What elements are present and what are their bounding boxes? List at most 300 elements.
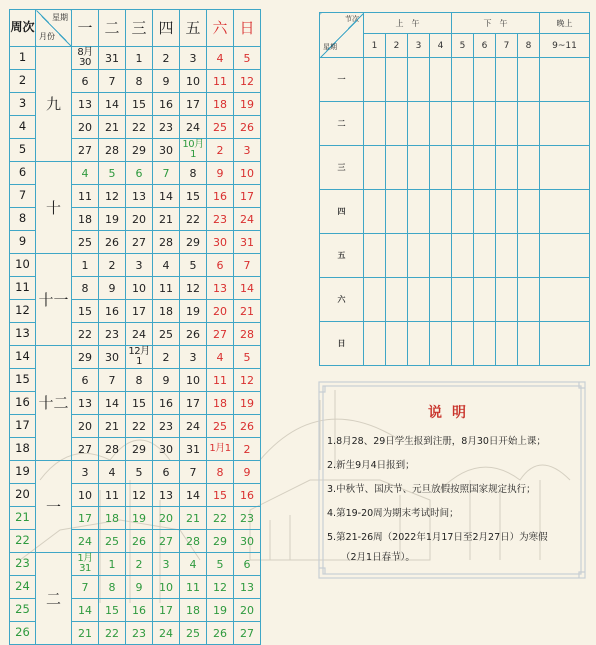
timetable-day-row [320, 58, 590, 102]
timetable-slot[interactable] [496, 58, 518, 102]
calendar-day-cell: 26 [126, 530, 153, 553]
timetable-slot[interactable] [474, 322, 496, 366]
calendar-day-cell: 27 [126, 231, 153, 254]
weekday-header-6: 六 [207, 10, 234, 47]
week-number-header: 周次 [10, 10, 36, 47]
timetable-slot[interactable] [518, 234, 540, 278]
timetable-slot[interactable] [518, 278, 540, 322]
timetable-slot[interactable] [364, 58, 386, 102]
timetable-slot[interactable] [518, 190, 540, 234]
calendar-day-cell: 25 [207, 415, 234, 438]
timetable-slot[interactable] [496, 322, 518, 366]
calendar-day-cell: 24 [180, 415, 207, 438]
calendar-day-cell: 15 [126, 93, 153, 116]
calendar-day-cell: 2 [126, 553, 153, 576]
calendar-day-cell: 12 [126, 484, 153, 507]
calendar-day-cell: 10 [72, 484, 99, 507]
timetable-slot[interactable] [430, 190, 452, 234]
timetable-slot[interactable] [430, 58, 452, 102]
calendar-day-cell: 3 [180, 47, 207, 70]
timetable-slot[interactable] [474, 234, 496, 278]
timetable-slot[interactable] [496, 190, 518, 234]
calendar-day-cell: 23 [153, 116, 180, 139]
period-number: 4 [430, 34, 452, 58]
timetable-slot[interactable] [364, 322, 386, 366]
calendar-day-cell: 23 [234, 507, 261, 530]
calendar-day-cell: 14 [153, 185, 180, 208]
calendar-day-cell: 22 [72, 323, 99, 346]
calendar-day-cell: 11 [153, 277, 180, 300]
timetable-slot[interactable] [474, 190, 496, 234]
week-number: 17 [10, 415, 36, 438]
calendar-day-cell: 12月1 [126, 346, 153, 369]
timetable-slot[interactable] [364, 190, 386, 234]
calendar-day-cell: 9 [99, 277, 126, 300]
calendar-day-cell: 13 [153, 484, 180, 507]
timetable-slot[interactable] [452, 58, 474, 102]
calendar-day-cell: 2 [153, 346, 180, 369]
note-text-continued: （2月1日春节）。 [341, 552, 415, 563]
week-number: 20 [10, 484, 36, 507]
calendar-day-cell: 10 [234, 162, 261, 185]
calendar-day-cell: 26 [234, 415, 261, 438]
calendar-day-cell: 15 [126, 392, 153, 415]
timetable-slot[interactable] [408, 278, 430, 322]
week-number: 22 [10, 530, 36, 553]
calendar-day-cell: 9 [126, 576, 153, 599]
timetable-slot[interactable] [540, 102, 590, 146]
note-item [327, 531, 583, 565]
calendar-day-cell: 13 [72, 93, 99, 116]
note-item [327, 507, 583, 521]
week-number: 16 [10, 392, 36, 415]
week-number: 12 [10, 300, 36, 323]
calendar-day-cell: 28 [99, 438, 126, 461]
calendar-day-cell: 3 [126, 254, 153, 277]
timetable-slot[interactable] [518, 102, 540, 146]
timetable-slot[interactable] [386, 190, 408, 234]
calendar-day-cell: 26 [99, 231, 126, 254]
calendar-day-cell: 30 [153, 438, 180, 461]
week-number: 4 [10, 116, 36, 139]
period-number: 6 [474, 34, 496, 58]
timetable-slot[interactable] [452, 146, 474, 190]
timetable-slot[interactable] [408, 190, 430, 234]
timetable-slot[interactable] [364, 278, 386, 322]
calendar-day-cell: 15 [72, 300, 99, 323]
calendar-day-cell: 22 [126, 415, 153, 438]
calendar-day-cell: 18 [153, 300, 180, 323]
calendar-day-cell: 16 [234, 484, 261, 507]
timetable-day-label: 五 [320, 234, 364, 278]
calendar-day-cell: 5 [234, 346, 261, 369]
calendar-day-cell: 28 [180, 530, 207, 553]
calendar-day-cell: 21 [153, 208, 180, 231]
calendar-day-cell: 6 [72, 70, 99, 93]
week-number: 5 [10, 139, 36, 162]
period-number: 5 [452, 34, 474, 58]
calendar-day-cell: 24 [234, 208, 261, 231]
calendar-day-cell: 12 [99, 185, 126, 208]
timetable-slot[interactable] [430, 146, 452, 190]
timetable-slot[interactable] [474, 278, 496, 322]
calendar-day-cell: 25 [153, 323, 180, 346]
month-label: 二 [36, 553, 72, 645]
period-number: 2 [386, 34, 408, 58]
calendar-day-cell: 15 [180, 185, 207, 208]
week-number: 10 [10, 254, 36, 277]
timetable-slot[interactable] [386, 102, 408, 146]
timetable-slot[interactable] [540, 146, 590, 190]
timetable-slot[interactable] [408, 322, 430, 366]
note-text: 2.新生9月4日报到； [327, 460, 415, 471]
month-label: 九 [36, 47, 72, 162]
calendar-day-cell: 16 [153, 392, 180, 415]
calendar-day-cell: 24 [180, 116, 207, 139]
timetable-slot[interactable] [386, 322, 408, 366]
calendar-day-cell: 25 [180, 622, 207, 645]
week-number: 24 [10, 576, 36, 599]
calendar-day-cell: 9 [207, 162, 234, 185]
calendar-day-cell: 9 [234, 461, 261, 484]
timetable-slot[interactable] [474, 146, 496, 190]
calendar-day-cell: 19 [180, 300, 207, 323]
timetable-slot[interactable] [430, 278, 452, 322]
timetable-slot[interactable] [496, 146, 518, 190]
calendar-day-cell: 21 [99, 415, 126, 438]
timetable-slot[interactable] [540, 58, 590, 102]
calendar-day-cell: 15 [99, 599, 126, 622]
timetable-day-row [320, 102, 590, 146]
calendar-day-cell: 2 [207, 139, 234, 162]
weekday-header-1: 一 [72, 10, 99, 47]
timetable-corner-header [320, 13, 364, 58]
week-number: 7 [10, 185, 36, 208]
calendar-day-cell: 7 [153, 162, 180, 185]
timetable-slot[interactable] [540, 190, 590, 234]
calendar-day-cell: 16 [126, 599, 153, 622]
period-number: 8 [518, 34, 540, 58]
calendar-day-cell: 29 [180, 231, 207, 254]
calendar-day-cell: 27 [153, 530, 180, 553]
note-item [327, 435, 583, 449]
calendar-day-cell: 8月30 [72, 47, 99, 70]
calendar-day-cell: 25 [99, 530, 126, 553]
timetable-slot[interactable] [540, 278, 590, 322]
calendar-day-cell: 8 [72, 277, 99, 300]
period-number: 3 [408, 34, 430, 58]
week-number: 19 [10, 461, 36, 484]
calendar-day-cell: 6 [72, 369, 99, 392]
calendar-week-row [10, 553, 261, 576]
calendar-day-cell: 21 [234, 300, 261, 323]
timetable-slot[interactable] [518, 322, 540, 366]
timetable-day-label: 六 [320, 278, 364, 322]
calendar-day-cell: 21 [180, 507, 207, 530]
calendar-day-cell: 15 [207, 484, 234, 507]
calendar-day-cell: 22 [99, 622, 126, 645]
class-timetable [319, 12, 590, 366]
calendar-day-cell: 14 [72, 599, 99, 622]
calendar-week-row [10, 254, 261, 277]
calendar-day-cell: 1 [99, 553, 126, 576]
calendar-day-cell: 11 [72, 185, 99, 208]
calendar-day-cell: 12 [234, 369, 261, 392]
month-header-label: 月份 [39, 32, 55, 41]
calendar-day-cell: 26 [207, 622, 234, 645]
calendar-day-cell: 3 [180, 346, 207, 369]
note-item [327, 459, 583, 473]
note-text: 3.中秋节、国庆节、元旦放假按照国家规定执行； [327, 484, 536, 495]
timetable-day-row [320, 322, 590, 366]
calendar-day-cell: 30 [234, 530, 261, 553]
timetable-day-row [320, 278, 590, 322]
month-label: 十二 [36, 346, 72, 461]
timetable-slot[interactable] [518, 58, 540, 102]
calendar-day-cell: 7 [180, 461, 207, 484]
calendar-day-cell: 4 [180, 553, 207, 576]
calendar-day-cell: 19 [234, 392, 261, 415]
calendar-day-cell: 22 [207, 507, 234, 530]
week-number: 18 [10, 438, 36, 461]
calendar-day-cell: 20 [72, 415, 99, 438]
timetable-slot[interactable] [452, 190, 474, 234]
week-number: 9 [10, 231, 36, 254]
timetable-slot[interactable] [364, 234, 386, 278]
calendar-day-cell: 7 [234, 254, 261, 277]
timetable-slot[interactable] [540, 234, 590, 278]
calendar-day-cell: 1月31 [72, 553, 99, 576]
session-morning: 上 午 [364, 13, 452, 34]
calendar-day-cell: 1 [126, 47, 153, 70]
calendar-day-cell: 10 [180, 369, 207, 392]
weekday-header-3: 三 [126, 10, 153, 47]
notes-list [327, 435, 583, 569]
calendar-day-cell: 12 [180, 277, 207, 300]
calendar-day-cell: 5 [180, 254, 207, 277]
calendar-day-cell: 18 [99, 507, 126, 530]
calendar-day-cell: 24 [153, 622, 180, 645]
timetable-slot[interactable] [408, 102, 430, 146]
calendar-day-cell: 4 [207, 47, 234, 70]
timetable-slot[interactable] [452, 234, 474, 278]
calendar-day-cell: 7 [72, 576, 99, 599]
calendar-day-cell: 20 [207, 300, 234, 323]
week-number: 1 [10, 47, 36, 70]
calendar-day-cell: 17 [234, 185, 261, 208]
calendar-day-cell: 28 [234, 323, 261, 346]
calendar-day-cell: 6 [234, 553, 261, 576]
period-number: 9~11 [540, 34, 590, 58]
calendar-day-cell: 17 [153, 599, 180, 622]
weekday-header-4: 四 [153, 10, 180, 47]
calendar-week-row [10, 47, 261, 70]
calendar-day-cell: 19 [99, 208, 126, 231]
calendar-day-cell: 28 [153, 231, 180, 254]
calendar-day-cell: 29 [207, 530, 234, 553]
calendar-week-row [10, 461, 261, 484]
calendar-day-cell: 3 [153, 553, 180, 576]
calendar-day-cell: 31 [180, 438, 207, 461]
calendar-day-cell: 21 [99, 116, 126, 139]
calendar-day-cell: 4 [153, 254, 180, 277]
calendar-day-cell: 3 [234, 139, 261, 162]
weekday-header-label: 星期 [323, 43, 337, 52]
calendar-day-cell: 2 [153, 47, 180, 70]
calendar-day-cell: 16 [99, 300, 126, 323]
calendar-day-cell: 19 [126, 507, 153, 530]
timetable-day-row [320, 190, 590, 234]
calendar-day-cell: 11 [180, 576, 207, 599]
calendar-day-cell: 24 [126, 323, 153, 346]
calendar-day-cell: 6 [207, 254, 234, 277]
calendar-day-cell: 18 [207, 93, 234, 116]
calendar-day-cell: 11 [207, 70, 234, 93]
session-afternoon: 下 午 [452, 13, 540, 34]
calendar-day-cell: 13 [72, 392, 99, 415]
timetable-slot[interactable] [408, 234, 430, 278]
calendar-day-cell: 22 [180, 208, 207, 231]
calendar-day-cell: 8 [126, 369, 153, 392]
calendar-day-cell: 11 [207, 369, 234, 392]
calendar-day-cell: 19 [234, 93, 261, 116]
calendar-day-cell: 8 [126, 70, 153, 93]
month-weekday-header [36, 10, 72, 47]
timetable-slot[interactable] [408, 58, 430, 102]
timetable-slot[interactable] [474, 58, 496, 102]
calendar-day-cell: 2 [99, 254, 126, 277]
calendar-day-cell: 7 [99, 70, 126, 93]
month-label: 一 [36, 461, 72, 553]
week-number: 21 [10, 507, 36, 530]
calendar-day-cell: 18 [180, 599, 207, 622]
calendar-day-cell: 8 [99, 576, 126, 599]
calendar-day-cell: 5 [126, 461, 153, 484]
calendar-day-cell: 10月1 [180, 139, 207, 162]
note-item [327, 483, 583, 497]
timetable-slot[interactable] [364, 146, 386, 190]
calendar-day-cell: 4 [72, 162, 99, 185]
timetable-slot[interactable] [518, 146, 540, 190]
timetable-slot[interactable] [386, 234, 408, 278]
period-header-label: 节次 [345, 15, 359, 23]
timetable-slot[interactable] [452, 278, 474, 322]
note-text: 1.8月28、29日学生报到注册，8月30日开始上课； [327, 436, 546, 447]
calendar-day-cell: 3 [72, 461, 99, 484]
timetable-slot[interactable] [452, 322, 474, 366]
calendar-day-cell: 20 [153, 507, 180, 530]
calendar-day-cell: 14 [99, 392, 126, 415]
calendar-day-cell: 19 [207, 599, 234, 622]
calendar-day-cell: 4 [99, 461, 126, 484]
calendar-day-cell: 26 [234, 116, 261, 139]
notes-title: 说明 [428, 405, 476, 421]
calendar-day-cell: 12 [207, 576, 234, 599]
calendar-day-cell: 18 [207, 392, 234, 415]
calendar-day-cell: 2 [234, 438, 261, 461]
timetable-slot[interactable] [474, 102, 496, 146]
calendar-day-cell: 17 [126, 300, 153, 323]
calendar-day-cell: 29 [126, 438, 153, 461]
calendar-day-cell: 23 [207, 208, 234, 231]
calendar-day-cell: 20 [234, 599, 261, 622]
calendar-day-cell: 1月1 [207, 438, 234, 461]
week-number: 13 [10, 323, 36, 346]
period-number: 1 [364, 34, 386, 58]
timetable-slot[interactable] [364, 102, 386, 146]
calendar-day-cell: 27 [72, 139, 99, 162]
calendar-day-cell: 17 [180, 392, 207, 415]
calendar-day-cell: 5 [234, 47, 261, 70]
calendar-day-cell: 13 [126, 185, 153, 208]
timetable-slot[interactable] [496, 102, 518, 146]
month-label: 十 [36, 162, 72, 254]
timetable-day-label: 日 [320, 322, 364, 366]
timetable-day-label: 四 [320, 190, 364, 234]
timetable-slot[interactable] [386, 278, 408, 322]
calendar-day-cell: 23 [153, 415, 180, 438]
calendar-day-cell: 18 [72, 208, 99, 231]
timetable-slot[interactable] [452, 102, 474, 146]
calendar-day-cell: 5 [99, 162, 126, 185]
calendar-day-cell: 26 [180, 323, 207, 346]
timetable-day-label: 三 [320, 146, 364, 190]
timetable-slot[interactable] [430, 322, 452, 366]
weekday-header-2: 二 [99, 10, 126, 47]
timetable-slot[interactable] [430, 102, 452, 146]
calendar-day-cell: 20 [126, 208, 153, 231]
calendar-day-cell: 4 [207, 346, 234, 369]
calendar-day-cell: 29 [72, 346, 99, 369]
timetable-slot[interactable] [496, 278, 518, 322]
timetable-slot[interactable] [408, 146, 430, 190]
calendar-day-cell: 14 [234, 277, 261, 300]
school-calendar-table [9, 9, 261, 645]
calendar-day-cell: 10 [126, 277, 153, 300]
timetable-day-row [320, 234, 590, 278]
week-number: 15 [10, 369, 36, 392]
calendar-day-cell: 27 [234, 622, 261, 645]
calendar-day-cell: 11 [99, 484, 126, 507]
notes-panel [317, 380, 587, 580]
calendar-day-cell: 1 [72, 254, 99, 277]
calendar-day-cell: 28 [99, 139, 126, 162]
calendar-day-cell: 30 [99, 346, 126, 369]
timetable-slot[interactable] [430, 234, 452, 278]
calendar-day-cell: 31 [234, 231, 261, 254]
timetable-slot[interactable] [386, 58, 408, 102]
calendar-day-cell: 9 [153, 369, 180, 392]
month-label: 十一 [36, 254, 72, 346]
calendar-day-cell: 24 [72, 530, 99, 553]
calendar-day-cell: 8 [207, 461, 234, 484]
timetable-day-label: 一 [320, 58, 364, 102]
week-number: 26 [10, 622, 36, 645]
calendar-day-cell: 16 [207, 185, 234, 208]
timetable-slot[interactable] [496, 234, 518, 278]
calendar-day-cell: 14 [99, 93, 126, 116]
note-text: 5.第21-26周（2022年1月17日至2月27日）为寒假 [327, 532, 548, 543]
calendar-day-cell: 23 [99, 323, 126, 346]
calendar-day-cell: 31 [99, 47, 126, 70]
calendar-day-cell: 7 [99, 369, 126, 392]
calendar-day-cell: 25 [207, 116, 234, 139]
timetable-slot[interactable] [386, 146, 408, 190]
calendar-day-cell: 14 [180, 484, 207, 507]
week-number: 2 [10, 70, 36, 93]
timetable-slot[interactable] [540, 322, 590, 366]
calendar-day-cell: 9 [153, 70, 180, 93]
